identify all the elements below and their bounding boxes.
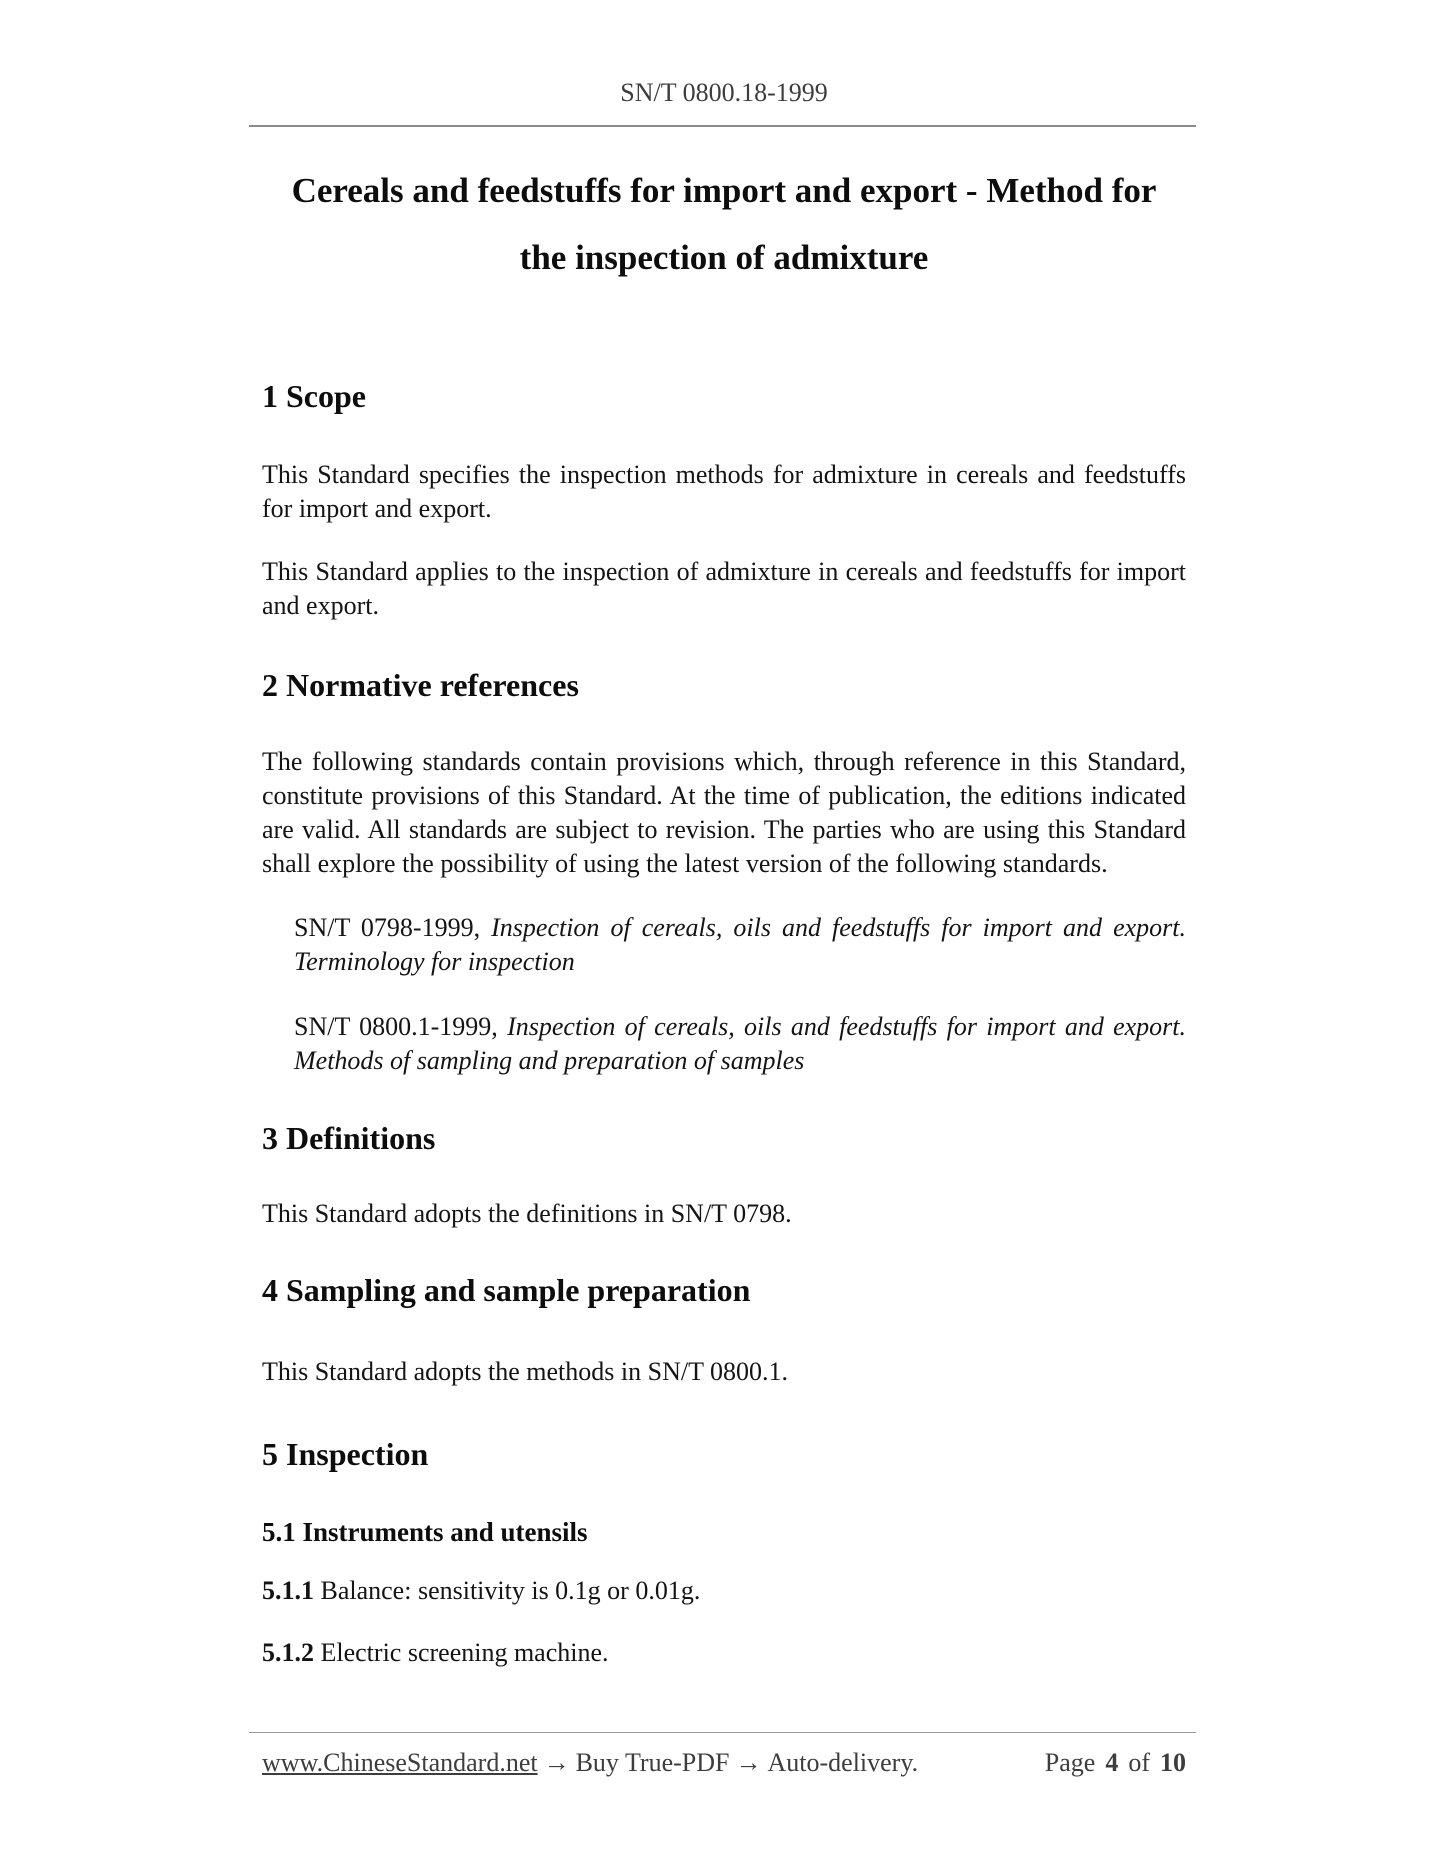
header-rule [249, 125, 1196, 127]
instrument-item-1-number: 5.1.1 [262, 1576, 314, 1605]
section-heading-normative-references: 2 Normative references [262, 667, 579, 703]
page-word: Page [1044, 1748, 1096, 1777]
document-title-line-2: the inspection of admixture [519, 238, 929, 277]
page-footer [262, 1747, 1186, 1779]
scope-paragraph-2: This Standard applies to the inspection of admixture in cereals and feedstuffs for import and export. [262, 557, 1186, 620]
instrument-item-1-text: Balance: sensitivity is 0.1g or 0.01g. [320, 1576, 701, 1605]
current-page-number: 4 [1105, 1748, 1119, 1777]
total-page-number: 10 [1160, 1748, 1186, 1777]
footer-rule [249, 1732, 1196, 1733]
reference-entry-2 [294, 1010, 1186, 1078]
reference-2-code: SN/T 0800.1-1999, [294, 1012, 498, 1041]
section-heading-definitions: 3 Definitions [262, 1120, 436, 1156]
reference-2-title: Inspection of cereals, oils and feedstuffs for import and export. Methods of sampling and preparation of samples [294, 1012, 1187, 1075]
document-title-line-1: Cereals and feedstuffs for import and export - Method for [291, 171, 1157, 210]
scope-paragraph-1: This Standard specifies the inspection methods for admixture in cereals and feedstuffs for import and export. [262, 460, 1186, 523]
instrument-item-2-number: 5.1.2 [262, 1638, 314, 1667]
site-link[interactable]: www.ChineseStandard.net [262, 1748, 538, 1777]
definitions-paragraph: This Standard adopts the definitions in SN/T 0798. [262, 1199, 792, 1228]
instrument-item-2-text: Electric screening machine. [320, 1638, 609, 1667]
arrow-icon: → [735, 1748, 762, 1777]
section-heading-sampling: 4 Sampling and sample preparation [262, 1272, 751, 1308]
of-word: of [1128, 1748, 1150, 1777]
sampling-paragraph: This Standard adopts the methods in SN/T 0800.1. [262, 1357, 788, 1386]
footer-delivery-text: Auto-delivery. [767, 1748, 919, 1777]
instrument-item-1 [262, 1574, 1186, 1608]
standard-number: SN/T 0800.18-1999 [620, 78, 828, 107]
arrow-icon: → [543, 1748, 570, 1777]
normative-references-intro: The following standards contain provisions which, through reference in this Standard, constitute provisions of this Standard. At the time of publication, the editions indicated are valid. All standards are subject to revision. The parties who are using this Standard shall explore the possibility of using the latest version of the following standards. [262, 747, 1186, 878]
subsection-heading-instruments: 5.1 Instruments and utensils [262, 1517, 588, 1547]
document-title [262, 157, 1186, 291]
instrument-item-2 [262, 1636, 1186, 1670]
footer-buy-text: Buy True-PDF [575, 1748, 730, 1777]
page-indicator [1045, 1747, 1186, 1779]
section-heading-scope: 1 Scope [262, 378, 366, 414]
reference-1-code: SN/T 0798-1999, [294, 913, 481, 942]
footer-left [262, 1747, 924, 1779]
reference-entry-1 [294, 911, 1186, 979]
section-heading-inspection: 5 Inspection [262, 1436, 429, 1472]
reference-1-title: Inspection of cereals, oils and feedstuffs for import and export. Terminology for inspection [294, 913, 1187, 976]
